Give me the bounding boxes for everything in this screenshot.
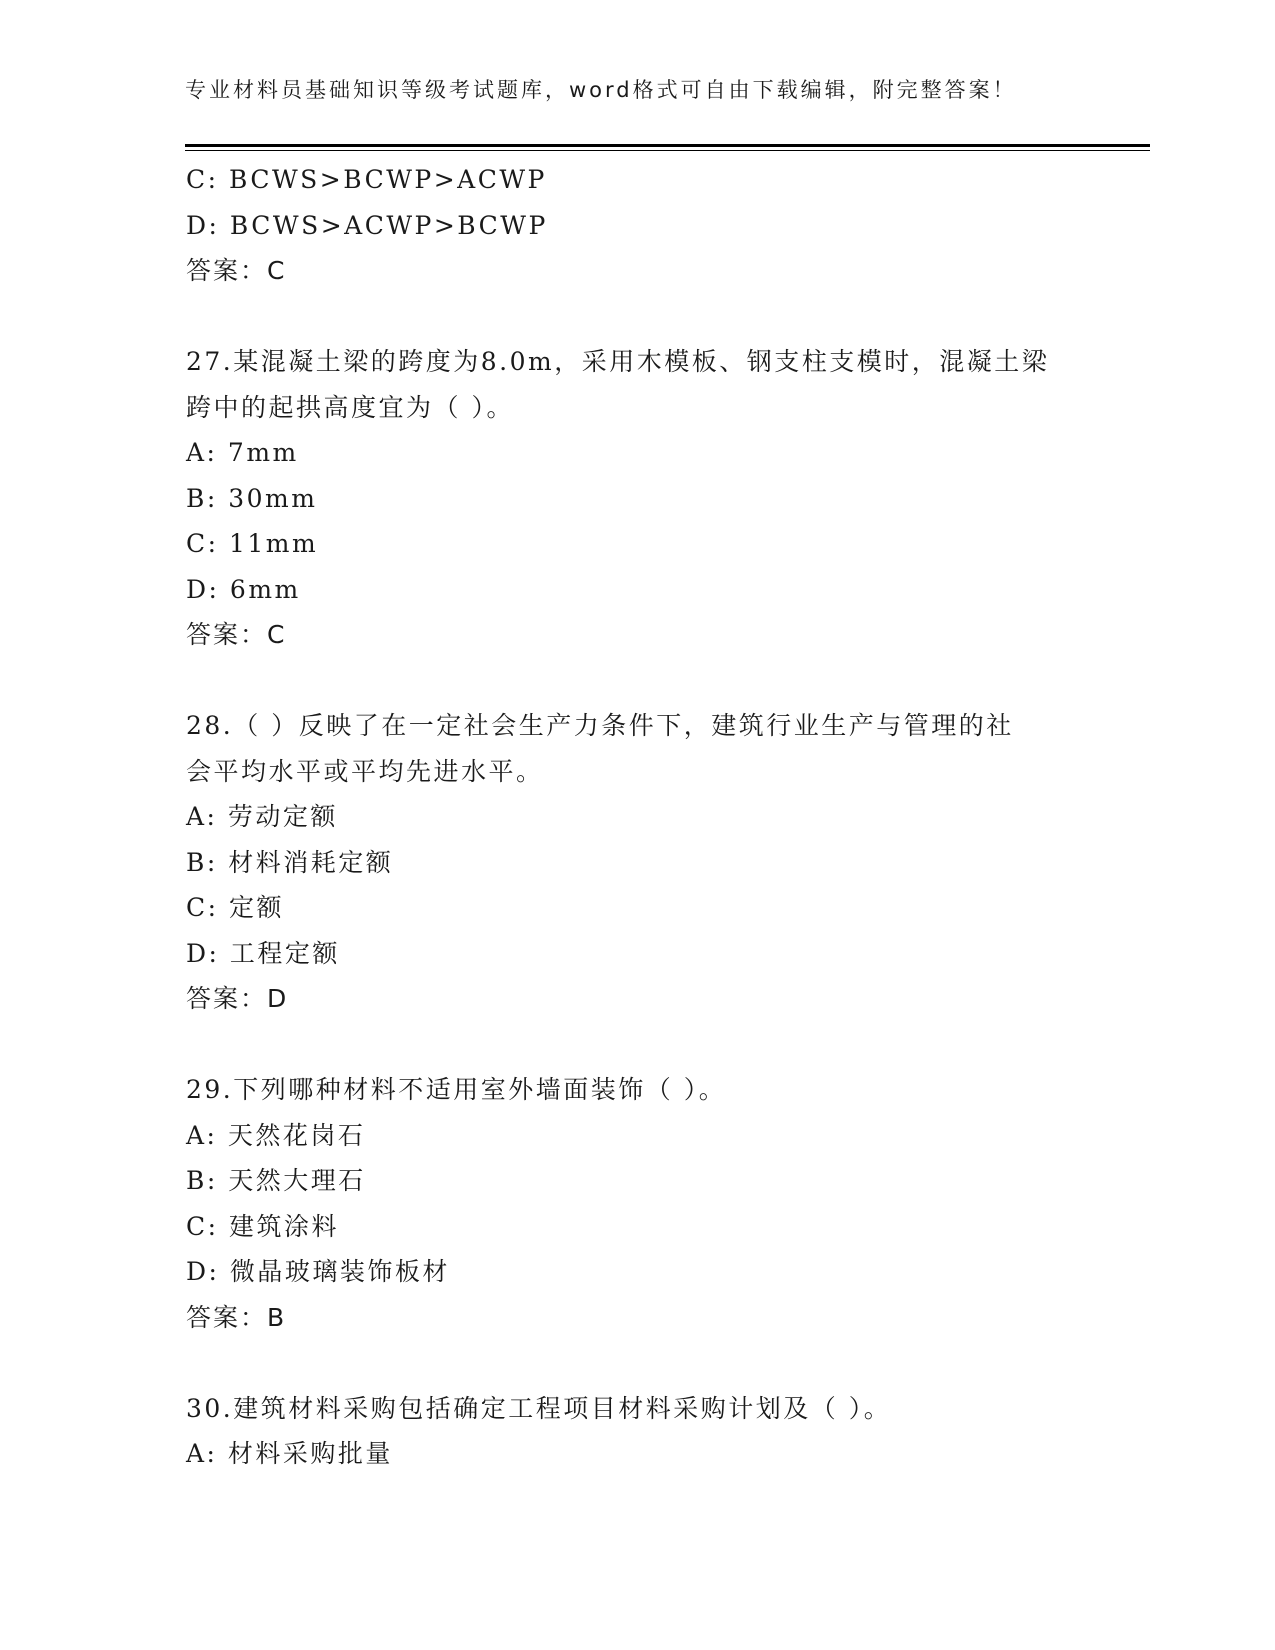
option-a: A: 材料采购批量 (186, 1439, 393, 1468)
answer-line: 答案：C (186, 256, 287, 285)
option-d: D: 工程定额 (186, 938, 340, 968)
option-b: B: 天然大理石 (186, 1166, 366, 1195)
option-a: A: 天然花岗石 (186, 1120, 366, 1150)
option-c: C: BCWS>BCWP>ACWP (186, 165, 547, 194)
option-b: B: 30mm (186, 483, 318, 513)
question-block (186, 703, 1086, 1022)
question-block (186, 1386, 1086, 1477)
option-a: A: 7mm (186, 438, 299, 467)
answer-line: 答案：C (186, 620, 287, 649)
spacer (186, 294, 1086, 340)
answer-line: 答案：D (186, 984, 289, 1013)
answer-line: 答案：B (186, 1302, 287, 1332)
question-text: 29.下列哪种材料不适用室外墙面装饰（ ）。 (186, 1075, 727, 1104)
spacer (186, 1340, 1086, 1386)
option-d: D: 微晶玻璃装饰板材 (186, 1257, 450, 1286)
page-header: 专业材料员基础知识等级考试题库，word格式可自由下载编辑，附完整答案！ (185, 78, 1017, 102)
question-text: 跨中的起拱高度宜为（ ）。 (186, 392, 514, 422)
option-c: C: 定额 (186, 893, 284, 922)
question-block (186, 1067, 1086, 1340)
question-text: 28.（ ）反映了在一定社会生产力条件下，建筑行业生产与管理的社 (186, 711, 1014, 740)
question-text: 30.建筑材料采购包括确定工程项目材料采购计划及（ ）。 (186, 1393, 892, 1423)
question-block (186, 339, 1086, 658)
option-c: C: 11mm (186, 529, 319, 558)
header-divider-thin (185, 150, 1150, 151)
question-text: 会平均水平或平均先进水平。 (186, 756, 544, 786)
option-a: A: 劳动定额 (186, 802, 338, 831)
option-c: C: 建筑涂料 (186, 1211, 339, 1241)
question-list (186, 157, 1086, 1477)
header-divider-thick (185, 144, 1150, 147)
option-d: D: 6mm (186, 574, 301, 604)
question-block (186, 157, 1086, 294)
option-d: D: BCWS>ACWP>BCWP (186, 210, 548, 240)
spacer (186, 1022, 1086, 1068)
option-b: B: 材料消耗定额 (186, 847, 394, 877)
spacer (186, 658, 1086, 704)
question-text: 27.某混凝土梁的跨度为8.0m，采用木模板、钢支柱支模时，混凝土梁 (186, 347, 1050, 376)
